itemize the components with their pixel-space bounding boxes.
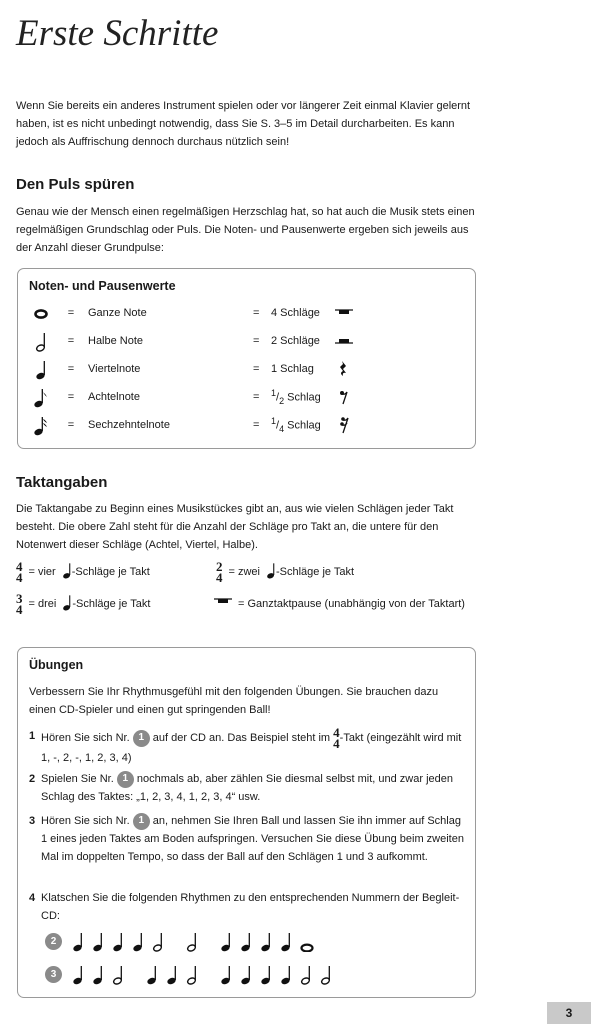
quarter-note-icon <box>218 963 238 985</box>
whole-note-icon <box>298 930 318 952</box>
rhythm-notes <box>70 963 338 985</box>
note-row-whole: = Ganze Note = 4 Schläge <box>28 299 359 327</box>
time-signature-icon: 4 4 <box>16 558 23 585</box>
time-signature-icon: 3 4 <box>16 590 23 617</box>
half-note-icon <box>318 963 338 985</box>
page-number: 3 <box>547 1002 591 1024</box>
time-signature-3-4: 3 4 = drei -Schläge je Takt <box>16 590 151 617</box>
half-note-icon <box>28 330 54 352</box>
cd-track-badge: 1 <box>133 813 150 830</box>
cd-track-badge: 1 <box>117 771 134 788</box>
half-note-icon <box>110 963 130 985</box>
exercises-title: Übungen <box>29 658 84 672</box>
half-note-icon <box>150 930 170 952</box>
quarter-note-icon <box>28 358 54 380</box>
quarter-note-icon <box>258 930 278 952</box>
quarter-note-icon <box>278 930 298 952</box>
cd-track-badge: 3 <box>45 966 62 983</box>
half-note-icon <box>184 963 204 985</box>
quarter-note-icon <box>266 560 276 583</box>
quarter-note-icon <box>62 560 72 583</box>
exercise-4: 4 Klatschen Sie die folgenden Rhythmen zu den entsprechenden Nummern der Begleit-CD: <box>29 892 460 922</box>
note-row-quarter: = Viertelnote = 1 Schlag <box>28 355 359 383</box>
cd-track-badge: 1 <box>133 730 150 747</box>
rhythm-lines <box>45 926 338 989</box>
exercises-intro: Verbessern Sie Ihr Rhythmusgefühl mit den folgenden Übungen. Sie brauchen dazu einen CD-Spieler und einen gut springenden Ball! <box>29 686 439 716</box>
note-values-title: Noten- und Pausenwerte <box>29 279 176 293</box>
quarter-note-icon <box>238 963 258 985</box>
rhythm-line <box>45 959 338 989</box>
quarter-note-icon <box>218 930 238 952</box>
note-row-half: = Halbe Note = 2 Schläge <box>28 327 359 355</box>
whole-rest-icon <box>329 308 359 318</box>
rhythm-notes <box>70 930 318 952</box>
quarter-note-icon <box>90 930 110 952</box>
whole-measure-rest: = Ganztaktpause (unabhängig von der Taktart) <box>214 597 465 610</box>
eighth-note-icon <box>28 386 54 408</box>
page-title: Erste Schritte <box>16 13 219 54</box>
note-values-table <box>28 299 359 439</box>
takt-text: Die Taktangabe zu Beginn eines Musikstückes gibt an, aus wie vielen Schlägen jeder Takt besteht. Die obere Zahl steht für die Anzahl der Schläge pro Takt an, die untere für den Notenwert dieser Schläge (Achtel, Viertel, Halbe). <box>16 503 454 551</box>
puls-heading: Den Puls spüren <box>16 176 135 193</box>
exercises-box <box>17 647 476 998</box>
half-note-icon <box>298 963 318 985</box>
whole-rest-icon <box>214 597 232 610</box>
takt-heading: Taktangaben <box>16 474 108 491</box>
time-signature-icon: 4 4 <box>333 725 340 751</box>
quarter-note-icon <box>278 963 298 985</box>
quarter-note-icon <box>70 930 90 952</box>
note-row-eighth: = Achtelnote = $^1/_2$ Schlag <box>28 383 359 411</box>
rhythm-line <box>45 926 338 956</box>
exercise-2: 2 Spielen Sie Nr. 1 nochmals ab, aber zählen Sie diesmal selbst mit, und zwar jeden Schlag des Taktes: „1, 2, 3, 4, 1, 2, 3, 4“ usw. <box>29 770 464 806</box>
eighth-rest-icon <box>329 389 359 405</box>
note-row-sixteenth: = Sechzehntelnote = $^1/_4$ Schlag <box>28 411 359 439</box>
quarter-rest-icon <box>329 360 359 378</box>
quarter-note-icon <box>70 963 90 985</box>
time-signature-4-4: 4 4 = vier -Schläge je Takt <box>16 558 150 585</box>
quarter-note-icon <box>164 963 184 985</box>
quarter-note-icon <box>130 930 150 952</box>
half-rest-icon <box>329 336 359 346</box>
quarter-note-icon <box>258 963 278 985</box>
exercise-1: 1 Hören Sie sich Nr. 1 auf der CD an. Das Beispiel steht im 4 4 -Takt (eingezählt wird mit 1, -, 2, -, 1, 2, 3, 4) <box>29 725 462 764</box>
quarter-note-icon <box>144 963 164 985</box>
note-values-box <box>17 268 476 449</box>
half-note-icon <box>184 930 204 952</box>
time-signature-2-4: 2 4 = zwei -Schläge je Takt <box>216 558 355 585</box>
puls-text: Genau wie der Mensch einen regelmäßigen Herzschlag hat, so hat auch die Musik stets einen regelmäßigen Grundschlag oder Puls. Die Noten- und Pausenwerte ergeben sich jeweils aus der Anzahl dieser Grundpulse: <box>16 206 475 254</box>
cd-track-badge: 2 <box>45 933 62 950</box>
quarter-note-icon <box>238 930 258 952</box>
intro-text: Wenn Sie bereits ein anderes Instrument spielen oder vor längerer Zeit einmal Klavier gelernt haben, ist es nicht unbedingt notwendig, dass Sie S. 3–5 im Detail durcharbeiten. Es kann jedoch als Auffrischung dennoch durchaus nützlich sein! <box>16 100 471 148</box>
quarter-note-icon <box>62 592 72 615</box>
sixteenth-note-icon <box>28 414 54 436</box>
whole-note-icon <box>28 302 54 324</box>
quarter-note-icon <box>90 963 110 985</box>
quarter-note-icon <box>110 930 130 952</box>
exercise-3: 3 Hören Sie sich Nr. 1 an, nehmen Sie Ihren Ball und lassen Sie ihn immer auf Schlag 1 eines jeden Taktes am Boden aufspringen. Versuchen Sie diese Übung beim zweiten Mal im doppelten Tempo, so dass der Ball auf den Schlägen 1 und 3 aufkommt. <box>29 812 464 866</box>
sixteenth-rest-icon <box>329 416 359 434</box>
time-signature-icon: 2 4 <box>216 558 223 585</box>
